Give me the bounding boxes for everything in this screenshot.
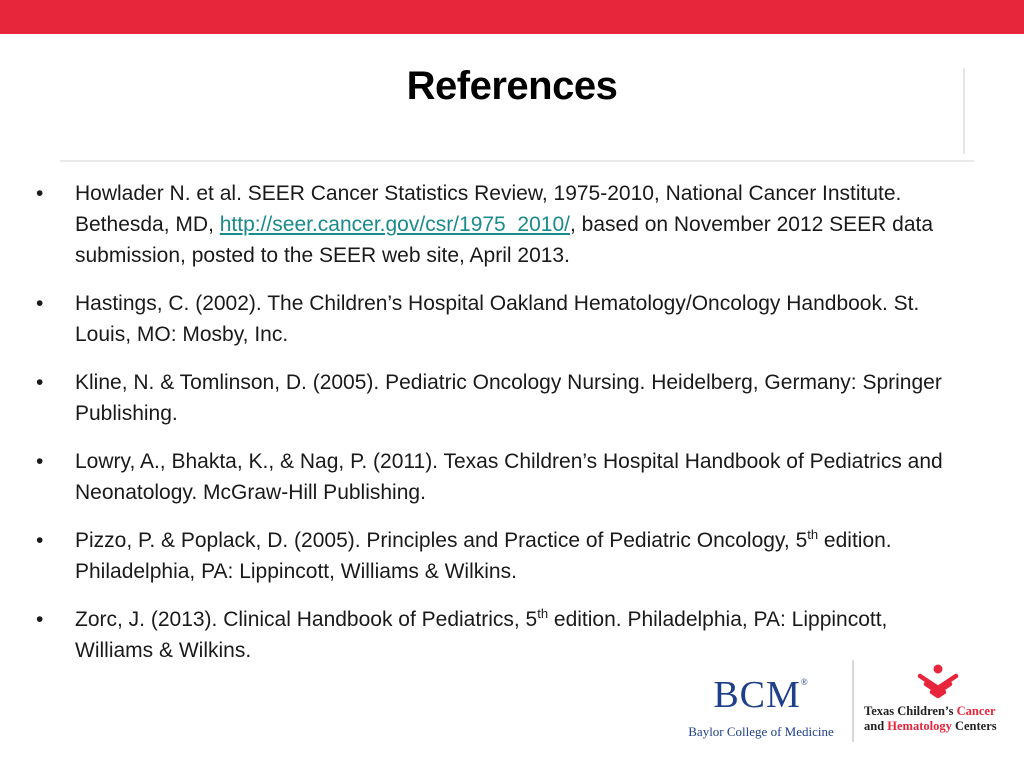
bullet: •	[36, 450, 44, 473]
bullet: •	[36, 529, 44, 552]
chevron-heart-icon	[914, 664, 962, 702]
registered-mark: ®	[800, 677, 809, 687]
horizontal-divider	[60, 160, 974, 162]
slide-title: References	[406, 64, 618, 108]
top-accent-bar	[0, 0, 1024, 34]
bcm-logo	[676, 676, 846, 740]
reference-item	[36, 367, 956, 429]
reference-list	[36, 178, 956, 683]
reference-text: edition. Philadelphia, PA: Lippincott, Williams & Wilkins.	[75, 529, 892, 583]
tch-logo	[860, 664, 1016, 744]
reference-item	[36, 288, 956, 350]
bullet: •	[36, 292, 44, 315]
bullet: •	[36, 371, 44, 394]
superscript: th	[537, 606, 549, 621]
reference-text: Howlader N. et al. SEER Cancer Statistics Review, 1975-2010, National Cancer Institute. Bethesda, MD,	[75, 182, 902, 236]
reference-text: edition. Philadelphia, PA: Lippincott, Williams & Wilkins.	[75, 608, 888, 662]
bullet: •	[36, 608, 44, 631]
vertical-divider	[963, 68, 965, 154]
reference-text: Hastings, C. (2002). The Children’s Hospital Oakland Hematology/Oncology Handbook. St. Louis, MO: Mosby, Inc.	[75, 292, 920, 346]
reference-text: Pizzo, P. & Poplack, D. (2005). Principles and Practice of Pediatric Oncology, 5	[75, 529, 808, 552]
reference-text: Lowry, A., Bhakta, K., & Nag, P. (2011). Texas Children’s Hospital Handbook of Pediatrics and Neonatology. McGraw-Hill Publishing.	[75, 450, 943, 504]
reference-item	[36, 178, 956, 271]
seer-link[interactable]: http://seer.cancer.gov/csr/1975_2010/	[219, 213, 570, 236]
bcm-name: Baylor College of Medicine	[688, 724, 834, 739]
reference-text: Kline, N. & Tomlinson, D. (2005). Pediatric Oncology Nursing. Heidelberg, Germany: Springer Publishing.	[75, 371, 942, 425]
bcm-mark: BCM	[713, 674, 801, 716]
bullet: •	[36, 182, 44, 205]
reference-text: Zorc, J. (2013). Clinical Handbook of Pediatrics, 5	[75, 608, 538, 631]
reference-item	[36, 446, 956, 508]
reference-item	[36, 604, 956, 666]
superscript: th	[807, 527, 819, 542]
reference-text: , based on November 2012 SEER data submission, posted to the SEER web site, April 2013.	[75, 213, 934, 267]
logo-divider	[852, 660, 854, 742]
reference-item	[36, 525, 956, 587]
tch-name: Texas Children’s Cancer and Hematology Centers	[864, 704, 997, 733]
